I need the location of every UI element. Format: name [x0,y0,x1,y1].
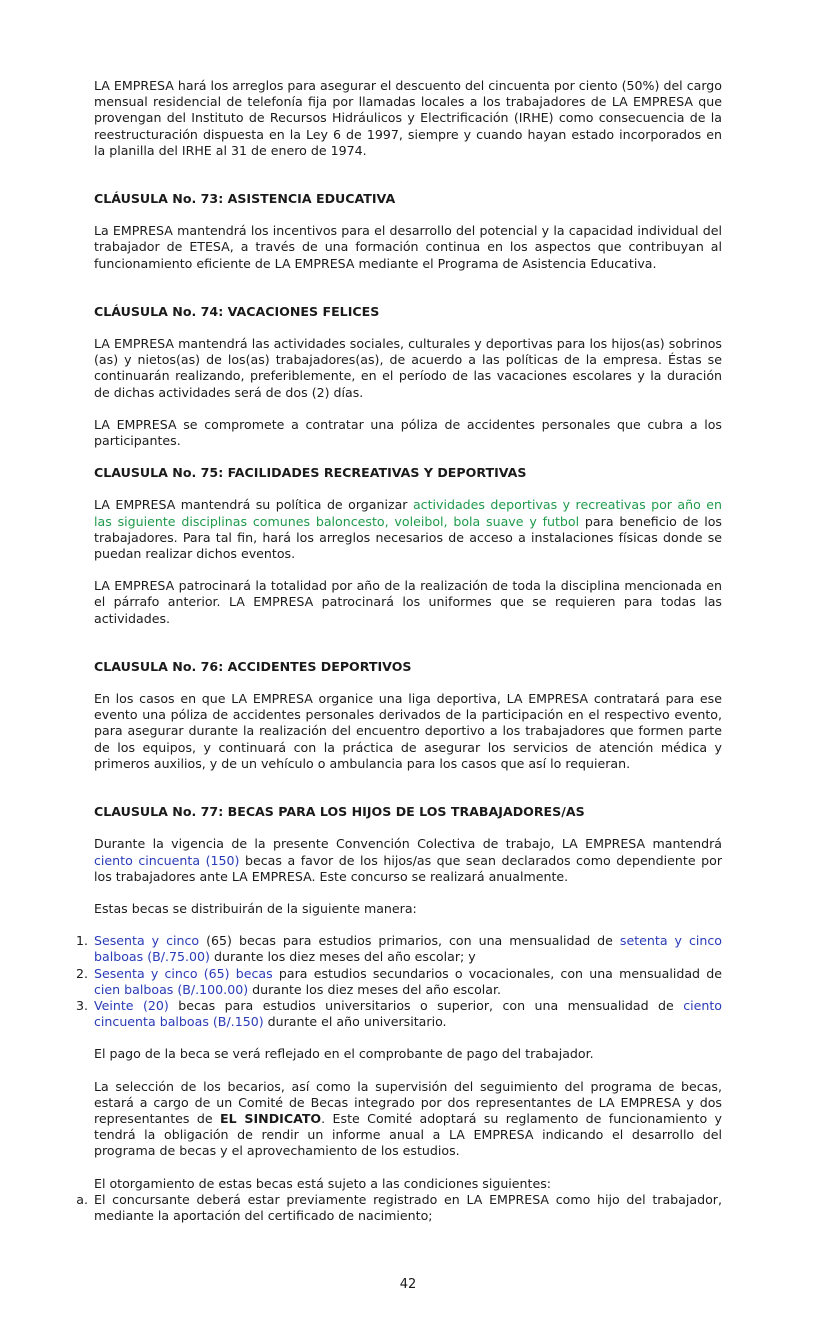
clause-77-text-c: becas a favor de los hijos/as que sean declarados como dependiente por los trabajadores ante LA EMPRESA. Este concurso se realizará anualmente. [94,852,722,884]
list-item-text: (65) becas para estudios primarios, con una mensualidad de [199,933,620,949]
list-item [75,933,722,965]
clause-74-heading: CLÁUSULA No. 74: VACACIONES FELICES [94,303,380,319]
page-number: 42 [399,1277,417,1292]
clause-73-paragraph: La EMPRESA mantendrá los incentivos para el desarrollo del potencial y la capacidad individual del trabajador de ETESA, a través de una formación continua en los aspectos que contribuyan al funcionamiento eficiente de LA EMPRESA mediante el Programa de Asistencia Educativa. [94,223,722,271]
intro-paragraph: LA EMPRESA hará los arreglos para asegurar el descuento del cincuenta por ciento (50%) del cargo mensual residencial de telefonía fija por llamadas locales a los trabajadores de LA EMPRESA que provengan del Instituto de Recursos Hidráulicos y Electrificación (IRHE) como consecuencia de la reestructuración dispuesta en la Ley 6 de 1997, siempre y cuando hayan estado incorporados en la planilla del IRHE al 31 de enero de 1974. [94,78,722,158]
document-page [75,78,723,1224]
clause-77-text-a: Durante la vigencia de la presente Convención Colectiva de trabajo, LA EMPRESA mantendrá [94,836,722,852]
clause-77-paragraph-3: El pago de la beca se verá reflejado en el comprobante de pago del trabajador. [94,1046,594,1062]
clause-75-text-a: LA EMPRESA mantendrá su política de organizar [94,497,413,513]
list-item-amount: cien balboas (B/.100.00) [94,981,249,997]
list-item-text: durante el año universitario. [263,1014,447,1030]
list-item [75,965,722,998]
clause-75-heading: CLAUSULA No. 75: FACILIDADES RECREATIVAS Y DEPORTIVAS [94,465,527,481]
list-item-text: durante los diez meses del año escolar. [248,981,502,997]
list-item-amount: setenta y cinco balboas (B/.75.00) [94,933,722,965]
list-item-number: 3. [75,997,88,1013]
condition-letter: a. [76,1191,88,1207]
clause-77-paragraph-5: El otorgamiento de estas becas está sujeto a las condiciones siguientes: [94,1175,552,1191]
clause-75-paragraph-1 [94,497,722,562]
list-item [75,997,722,1030]
list-item-text: becas para estudios universitarios o superior, con una mensualidad de [168,997,684,1013]
union-name: EL SINDICATO [220,1110,322,1126]
clause-76-paragraph: En los casos en que LA EMPRESA organice una liga deportiva, LA EMPRESA contratará para ese evento una póliza de accidentes personales derivados de la participación en el respectivo evento, para asegurar durante la realización del encuentro deportivo a los trabajadores que formen parte de los equipos, y continuará con la práctica de asegurar los servicios de atención médica y primeros auxilios, y de un vehículo o ambulancia para los casos que así lo requieran. [94,691,722,771]
list-item-quantity: Veinte (20) [94,997,169,1013]
clause-77-text-a: La selección de los becarios, así como la supervisión del seguimiento del programa de becas, estará a cargo de un Comité de Becas integrado por dos representantes de LA EMPRESA y dos representantes de [94,1078,722,1126]
condition-item [76,1191,722,1224]
clause-77-quantity: ciento cincuenta (150) [94,852,240,868]
clause-77-paragraph-1 [94,836,722,885]
list-item-text: para estudios secundarios o vocacionales, con una mensualidad de [272,965,722,981]
clause-77-heading: CLAUSULA No. 77: BECAS PARA LOS HIJOS DE LOS TRABAJADORES/AS [94,804,585,820]
list-item-quantity: Sesenta y cinco (65) becas [94,965,273,981]
clause-75-text-c: para beneficio de los trabajadores. Para tal fin, hará los arreglos necesarios de acceso a instalaciones físicas donde se puedan realizar dichos eventos. [94,513,722,562]
clause-73-heading: CLÁUSULA No. 73: ASISTENCIA EDUCATIVA [94,191,396,207]
clause-76-heading: CLAUSULA No. 76: ACCIDENTES DEPORTIVOS [94,658,412,674]
clause-75-highlight: actividades deportivas y recreativas por año en las siguiente disciplinas comunes baloncesto, voleibol, bola suave y futbol [94,497,722,529]
list-item-amount: ciento cincuenta balboas (B/.150) [94,997,722,1030]
list-item-text: durante los diez meses del año escolar; y [209,949,476,965]
clause-77-paragraph-2: Estas becas se distribuirán de la siguiente manera: [94,900,417,916]
clause-74-paragraph-2: LA EMPRESA se compromete a contratar una póliza de accidentes personales que cubra a los participantes. [94,416,722,449]
condition-text: El concursante deberá estar previamente registrado en LA EMPRESA como hijo del trabajador, mediante la aportación del certificado de nacimiento; [94,1191,722,1223]
clause-77-paragraph-4 [94,1079,722,1160]
clause-75-paragraph-2: LA EMPRESA patrocinará la totalidad por año de la realización de toda la disciplina mencionada en el párrafo anterior. LA EMPRESA patrocinará los uniformes que se requieren para todas las actividades. [94,578,722,626]
list-item-number: 1. [75,933,88,949]
list-item-quantity: Sesenta y cinco [94,933,200,949]
clause-77-text-c: . Este Comité adoptará su reglamento de funcionamiento y tendrá la obligación de rendir un informe anual a LA EMPRESA indicando el desarrollo del programa de becas y el aprovechamiento de los estudios. [94,1110,723,1159]
scholarship-list [75,933,722,1030]
clause-74-paragraph-1: LA EMPRESA mantendrá las actividades sociales, culturales y deportivas para los hijos(as) sobrinos (as) y nietos(as) de los(as) trabajadores(as), de acuerdo a las políticas de la empresa. Éstas se continuarán realizando, preferiblemente, en el período de las vacaciones escolares y la duración de dichas actividades será de dos (2) días. [94,336,722,400]
list-item-number: 2. [75,965,88,981]
